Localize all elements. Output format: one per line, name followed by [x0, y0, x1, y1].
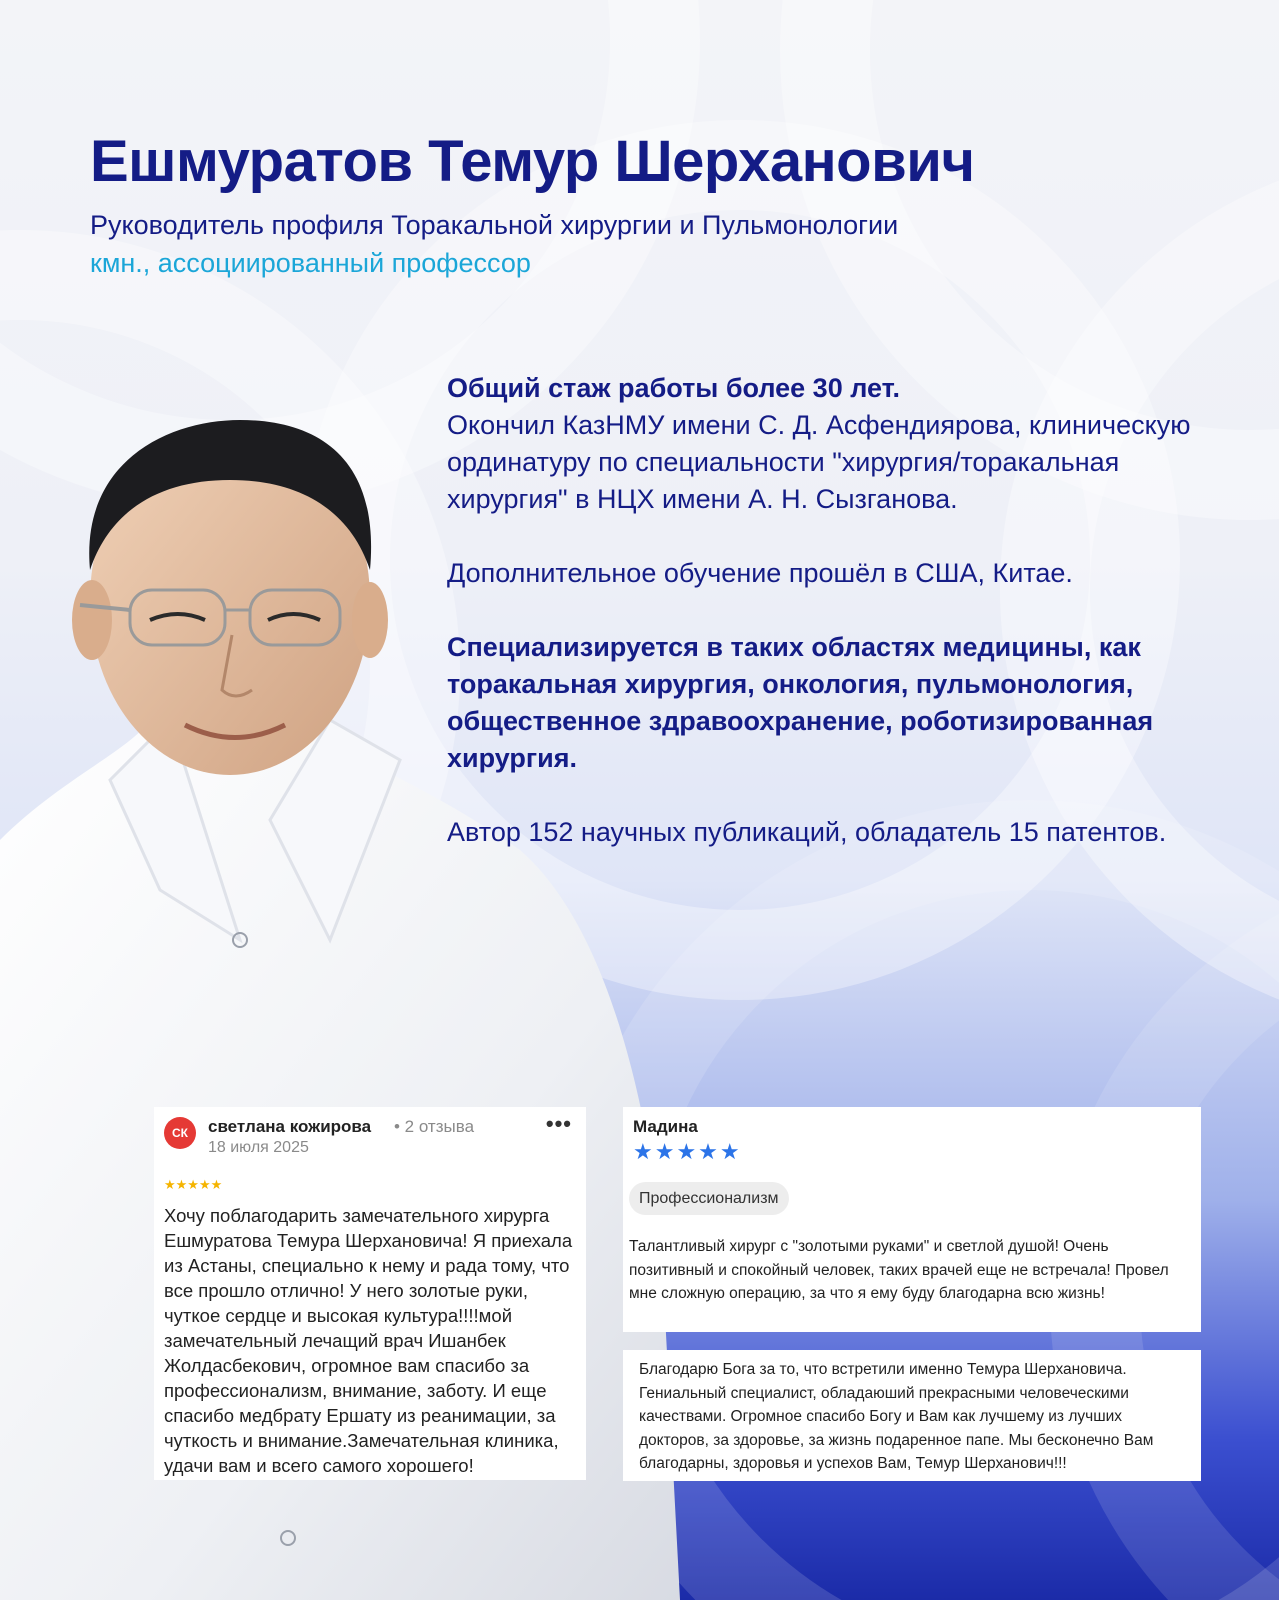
review-count: • 2 отзыва [394, 1117, 475, 1136]
review-card-gratitude [623, 1350, 1201, 1481]
doctor-position: Руководитель профиля Торакальной хирургии и Пульмонологии [90, 210, 899, 240]
review-author: Мадина [633, 1117, 698, 1136]
review-card-svetlana [154, 1107, 586, 1480]
star-rating: ★★★★★ [633, 1139, 742, 1164]
review-author: светлана кожирова [208, 1117, 372, 1136]
review-card-madina [623, 1107, 1201, 1332]
review-tag: Профессионализм [629, 1182, 789, 1215]
avatar: СК [164, 1117, 196, 1149]
review-text: Благодарю Бога за то, что встретили именно Темура Шерхановича. Гениальный специалист, обладаюший прекрасными человеческими качествами. Огромное спасибо Богу и Вам как лучшему из лучших докторов, за здоровье, за жизнь подаренное папе. Мы бесконечно Вам благодарны, здоровья и успехов Вам, Темур Шерханович!!! [639, 1361, 1154, 1472]
doctor-degree: кмн., ассоциированный профессор [90, 248, 531, 278]
experience-text: Общий стаж работы более 30 лет. [447, 373, 901, 403]
review-text: Хочу поблагодарить замечательного хирурга Ешмуратова Темура Шерхановича! Я приехала из Астаны, специально к нему и рада тому, что все прошло отлично! У него золотые руки, чуткое сердце и высокая культура!!!!мой замечательный лечащий врач Ишанбек Жолдасбекович, огромное вам спасибо за профессионализм, внимание, заботу. И еще спасибо медбрату Ершату из реанимации, за чуткость и внимание.Замечательная клиника, удачи вам и всего самого хорошего! [164, 1205, 573, 1476]
more-options-icon[interactable]: ••• [545, 1111, 572, 1136]
publications-text: Автор 152 научных публикаций, обладатель 15 патентов. [447, 817, 1167, 847]
review-date: 18 июля 2025 [208, 1139, 309, 1156]
specialization-text: Специализируется в таких областях медицины, как торакальная хирургия, онкология, пульмонология, общественное здравоохранение, роботизированная хирургия. [447, 632, 1154, 773]
doctor-bio [447, 370, 1237, 888]
training-text: Дополнительное обучение прошёл в США, Китае. [447, 558, 1073, 588]
star-rating: ★★★★★ [164, 1177, 223, 1192]
doctor-name: Ешмуратов Темур Шерханович [90, 129, 975, 194]
review-text: Талантливый хирург с "золотыми руками" и светлой душой! Очень позитивный и спокойный человек, таких врачей еще не встречала! Провел мне сложную операцию, за что я ему буду благодарна всю жизнь! [629, 1238, 1169, 1302]
education-text: Окончил КазНМУ имени С. Д. Асфендиярова, клиническую ординатуру по специальности "хирургия/торакальная хирургия" в НЦХ имени А. Н. Сызганова. [447, 410, 1191, 514]
